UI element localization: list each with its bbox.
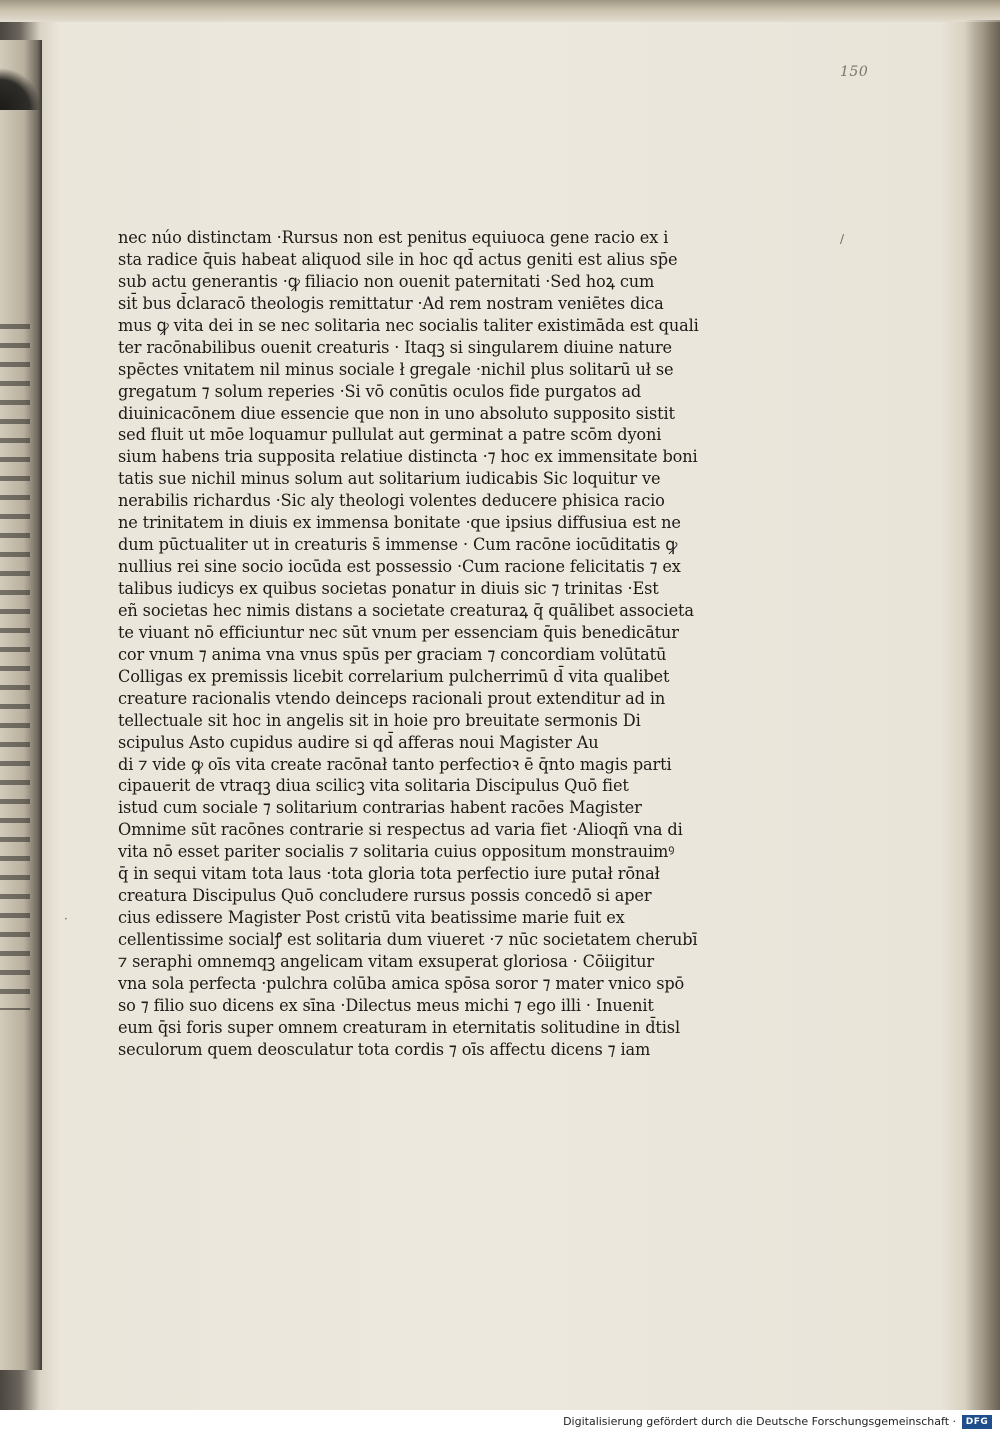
text-line: sium habens tria supposita relatiue distincta ·⁊ hoc ex immensitate boni: [118, 447, 698, 468]
text-line: cor vnum ⁊ anima vna vnus spūs per graciam ⁊ concordiam volūtatū: [118, 644, 667, 665]
text-line: vita nō esset pariter socialis ⁊ solitaria cuius oppositum monstrauimꝰ: [118, 842, 675, 863]
text-line: nullius rei sine socio iocūda est possessio ·Cum racione felicitatis ⁊ ex: [118, 557, 681, 578]
text-line: seculorum quem deosculatur tota cordis ⁊ oīs affectu dicens ⁊ iam: [118, 1039, 651, 1060]
text-line: tellectuale sit hoc in angelis sit in hoie pro breuitate sermonis Di: [118, 710, 641, 731]
text-line: cellentissime socialꝭ est solitaria dum viueret ·⁊ nūc societatem cherubī: [118, 930, 698, 950]
text-line: sta radice q̄uis habeat aliquod sile in hoc qd̄ actus geniti est alius sp̄e: [118, 249, 678, 270]
text-line: gregatum ⁊ solum reperies ·Si vō conūtis oculos fide purgatos ad: [118, 381, 642, 402]
text-line: di ⁊ vide ꝙ oīs vita create racōnał tanto perfectioꝛ ē q̄nto magis parti: [118, 754, 672, 775]
folio-number: 150: [840, 64, 869, 80]
text-line: mus ꝙ vita dei in se nec solitaria nec socialis taliter existimāda est quali: [118, 315, 699, 336]
text-line: ne trinitatem in diuis ex immensa bonitate ·que ipsius diffusiua est ne: [118, 513, 681, 534]
margin-mark: /: [840, 232, 845, 246]
right-page-edge: [964, 20, 1000, 1410]
text-line: istud cum sociale ⁊ solitarium contrarias habent racōes Magister: [118, 798, 642, 819]
text-line: te viuant nō efficiuntur nec sūt vnum per essenciam q̄uis benedicātur: [118, 622, 679, 643]
text-line: cius edissere Magister Post cristū vita beatissime marie fuit ex: [118, 908, 625, 929]
text-line: q̄ in sequi vitam tota laus ·tota gloria tota perfectio iure putał rōnał: [118, 864, 660, 885]
book-spine-shadow: [0, 40, 40, 110]
text-line: cipauerit de vtraqꝫ diua scilicꝫ vita solitaria Discipulus Quō fiet: [118, 776, 629, 797]
text-line: Omnime sūt racōnes contrarie si respectus ad varia fiet ·Alioqñ vna di: [118, 820, 683, 841]
text-line: sub actu generantis ·ꝙ filiacio non ouenit paternitati ·Sed hoꝝ cum: [118, 271, 655, 292]
text-line: nerabilis richardus ·Sic aly theologi volentes deducere phisica racio: [118, 491, 665, 512]
text-line: diuinicacōnem diue essencie que non in uno absoluto supposito sistit: [118, 403, 675, 424]
text-line: spēctes vnitatem nil minus sociale ł gregale ·nichil plus solitarū uł se: [118, 359, 674, 380]
top-page-edge: [0, 0, 1000, 22]
text-line: vna sola perfecta ·pulchra colūba amica spōsa soror ⁊ mater vnico spō: [118, 973, 685, 994]
text-line: scipulus Asto cupidus audire si qd̄ afferas noui Magister Au: [118, 732, 599, 753]
text-line: talibus iudicys ex quibus societas ponatur in diuis sic ⁊ trinitas ·Est: [118, 579, 659, 599]
facing-page-edge: [0, 40, 42, 1370]
text-line: eum q̄si foris super omnem creaturam in eternitatis solitudine in d̄tisl: [118, 1017, 680, 1038]
text-line: ⁊ seraphi omnemqꝫ angelicam vitam exsuperat gloriosa · Cōiigitur: [118, 951, 654, 972]
margin-mark: ·: [64, 912, 68, 926]
text-line: sed fluit ut mōe loquamur pullulat aut germinat a patre scōm dyoni: [118, 425, 662, 446]
text-block: [118, 228, 718, 1062]
facing-page-text: [0, 310, 30, 1010]
text-line: ter racōnabilibus ouenit creaturis · Itaqꝫ si singularem diuine nature: [118, 337, 672, 358]
text-line: nec núo distinctam ·Rursus non est penitus equiuoca gene racio ex i: [118, 228, 669, 248]
text-line: dum pūctualiter ut in creaturis s̄ immense · Cum racōne iocūditatis ꝙ: [118, 535, 678, 556]
funding-credit: Digitalisierung gefördert durch die Deutsche Forschungsgemeinschaft ·: [563, 1415, 956, 1428]
dfg-logo: DFG: [962, 1415, 992, 1429]
text-line: tatis sue nichil minus solum aut solitarium iudicabis Sic loquitur ve: [118, 469, 661, 490]
text-line: creature racionalis vtendo deinceps racionali prout extenditur ad in: [118, 688, 666, 709]
text-line: sit̄ bus d̄claracō theologis remittatur ·Ad rem nostram veniētes dica: [118, 293, 664, 314]
text-line: eñ societas hec nimis distans a societate creaturaꝝ q̄ quālibet associeta: [118, 600, 694, 621]
footer-bar: [0, 1410, 1000, 1434]
text-line: Colligas ex premissis licebit correlarium pulcherrimū d̄ vita qualibet: [118, 666, 670, 687]
text-line: so ⁊ filio suo dicens ex sīna ·Dilectus meus michi ⁊ ego illi · Inuenit: [118, 995, 654, 1016]
text-line: creatura Discipulus Quō concludere rursus possis concedō si aper: [118, 886, 652, 907]
